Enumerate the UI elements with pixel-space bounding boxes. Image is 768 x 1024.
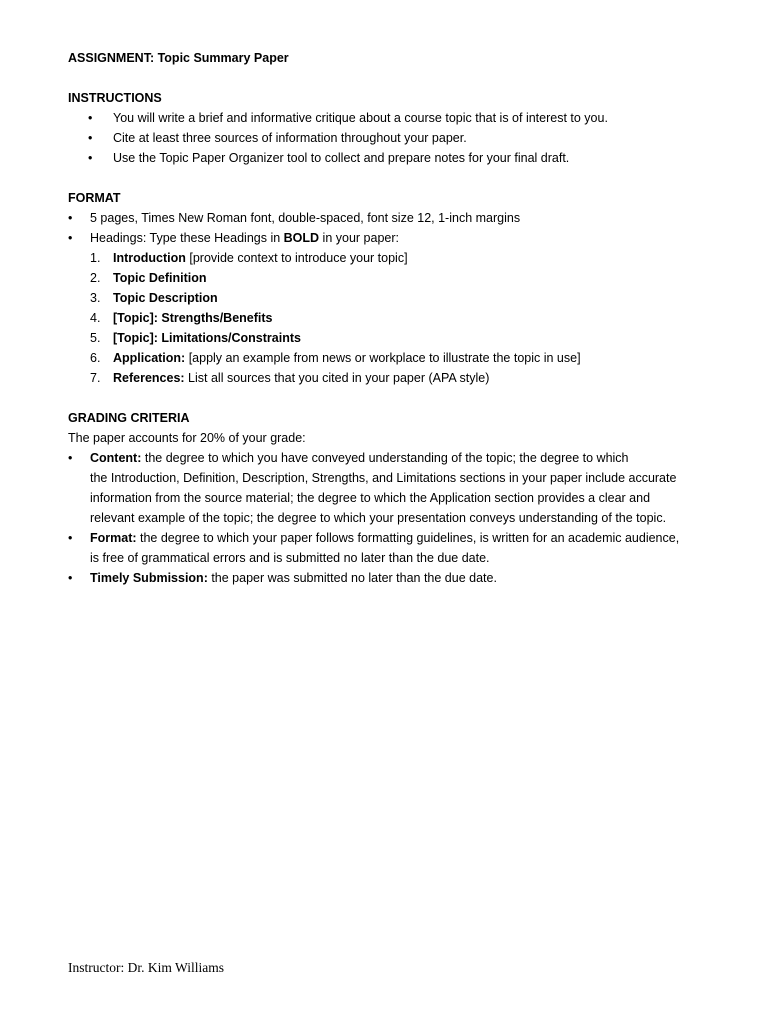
bullet-marker: • [68, 211, 73, 225]
bullet-marker: • [88, 131, 93, 145]
bold-keyword: BOLD [283, 231, 320, 245]
instruction-item [68, 108, 708, 128]
instructions-heading: INSTRUCTIONS [68, 91, 162, 105]
numbered-text [68, 368, 708, 388]
item-number: 4. [90, 311, 101, 325]
item-number: 1. [90, 251, 101, 265]
bullet-marker: • [68, 531, 73, 545]
bullet-marker: • [88, 111, 93, 125]
item-number: 6. [90, 351, 101, 365]
numbered-item [68, 248, 708, 268]
heading-name: Topic Definition [113, 271, 207, 285]
heading-desc: List all sources that you cited in your paper (APA style) [184, 371, 490, 385]
numbered-item [68, 368, 708, 388]
grading-heading: GRADING CRITERIA [68, 411, 190, 425]
heading-name: [Topic]: Limitations/Constraints [113, 331, 301, 345]
grading-line [90, 448, 708, 468]
heading-name: References: [113, 371, 185, 385]
numbered-item [68, 288, 708, 308]
bullet-marker: • [68, 451, 73, 465]
numbered-text [68, 268, 708, 288]
item-number: 3. [90, 291, 101, 305]
format-text-part: Headings: Type these Headings in [90, 231, 284, 245]
criterion-desc: the degree to which your paper follows formatting guidelines, is written for an academic audience, [136, 531, 680, 545]
format-text: 5 pages, Times New Roman font, double-spaced, font size 12, 1-inch margins [90, 211, 521, 225]
grading-line: is free of grammatical errors and is submitted no later than the due date. [90, 551, 490, 565]
grading-text [68, 528, 708, 568]
numbered-text [68, 348, 708, 368]
heading-desc: [apply an example from news or workplace to illustrate the topic in use] [185, 351, 581, 365]
grading-item [68, 568, 708, 588]
numbered-text [68, 288, 708, 308]
format-text [68, 228, 708, 248]
grading-line: relevant example of the topic; the degree to which your presentation conveys understanding of the topic. [90, 511, 667, 525]
heading-name: Application: [113, 351, 186, 365]
grading-line: information from the source material; the degree to which the Application section provides a clear and [90, 491, 651, 505]
criterion-name: Content: [90, 451, 142, 465]
document-body [68, 48, 708, 588]
criterion-name: Format: [90, 531, 137, 545]
format-item [68, 208, 708, 228]
heading-name: [Topic]: Strengths/Benefits [113, 311, 273, 325]
bullet-marker: • [68, 571, 73, 585]
instruction-text: Cite at least three sources of information throughout your paper. [113, 131, 467, 145]
numbered-item [68, 348, 708, 368]
instruction-text: You will write a brief and informative critique about a course topic that is of interest to you. [113, 111, 608, 125]
grading-item [68, 448, 708, 528]
numbered-text [68, 328, 708, 348]
grading-text [68, 568, 708, 588]
item-number: 2. [90, 271, 101, 285]
numbered-item [68, 308, 708, 328]
item-number: 7. [90, 371, 101, 385]
bullet-marker: • [88, 151, 93, 165]
item-number: 5. [90, 331, 101, 345]
grading-intro: The paper accounts for 20% of your grade: [68, 431, 306, 445]
numbered-text [68, 248, 708, 268]
criterion-name: Timely Submission: [90, 571, 208, 585]
assignment-title: ASSIGNMENT: Topic Summary Paper [68, 51, 289, 65]
instructor-footer: Instructor: Dr. Kim Williams [68, 960, 224, 975]
grading-line: the Introduction, Definition, Description, Strengths, and Limitations sections in your paper include accurate [90, 471, 677, 485]
format-item [68, 228, 708, 248]
grading-item [68, 528, 708, 568]
criterion-desc: the degree to which you have conveyed understanding of the topic; the degree to which [141, 451, 629, 465]
heading-name: Topic Description [113, 291, 218, 305]
heading-desc: [provide context to introduce your topic] [185, 251, 408, 265]
grading-text [68, 448, 708, 528]
numbered-item [68, 328, 708, 348]
heading-name: Introduction [113, 251, 186, 265]
instruction-item [68, 128, 708, 148]
grading-line [90, 528, 708, 548]
format-heading: FORMAT [68, 191, 121, 205]
bullet-marker: • [68, 231, 73, 245]
numbered-text [68, 308, 708, 328]
criterion-desc: the paper was submitted no later than the due date. [207, 571, 497, 585]
format-text-part: in your paper: [319, 231, 399, 245]
instruction-text: Use the Topic Paper Organizer tool to collect and prepare notes for your final draft. [113, 151, 570, 165]
numbered-item [68, 268, 708, 288]
grading-line [90, 568, 708, 588]
instruction-item [68, 148, 708, 168]
